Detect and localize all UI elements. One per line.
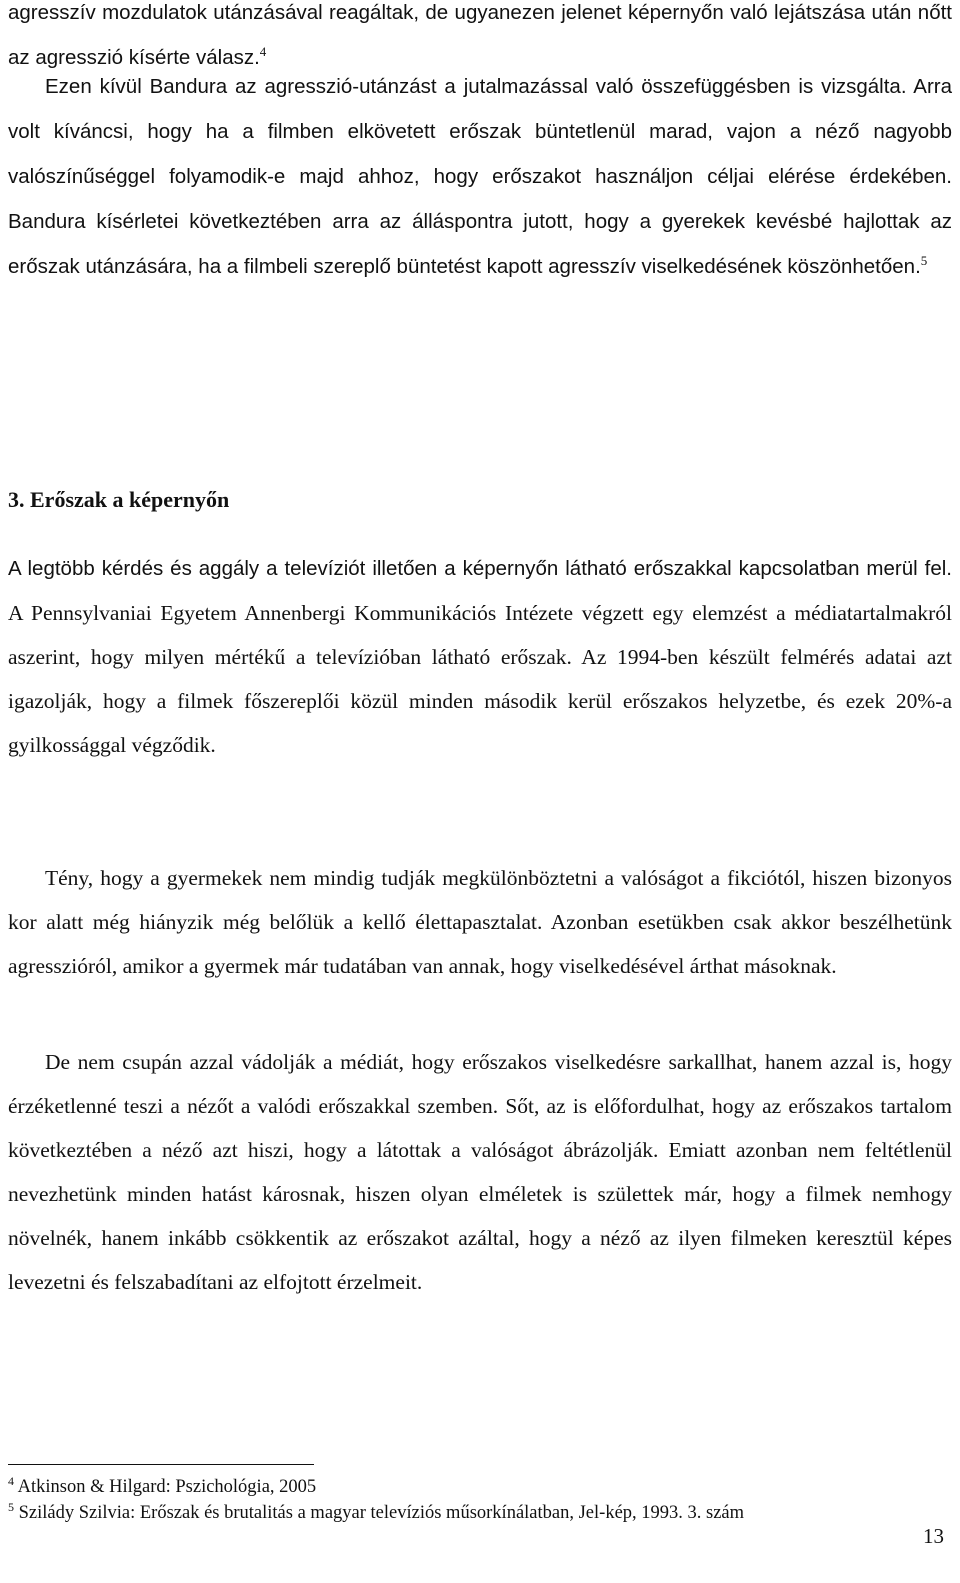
- section-heading: 3. Erőszak a képernyőn: [8, 487, 230, 512]
- paragraph-4: Tény, hogy a gyermekek nem mindig tudják megkülönböztetni a valóságot a fikciótól, hiszen bizonyos kor alatt még hiányzik még belőlük a kellő élettapasztalat. Azonban esetükben csak akkor beszélhetünk agresszióról, amikor a gyermek már tudatában van annak, hogy viselkedésével árthat másoknak.: [8, 866, 952, 978]
- paragraph-5: De nem csupán azzal vádolják a médiát, hogy erőszakos viselkedésre sarkallhat, hanem azzal is, hogy érzéketlenné teszi a nézőt a valódi erőszakkal szemben. Sőt, az is előfordulhat, hogy az erőszakos tartalom következtében a néző azt hiszi, hogy a látottak a valóságot ábrázolják. Emiatt azonban nem feltétlenül nevezhetünk minden hatást károsnak, hiszen olyan elméletek is születtek már, hogy a filmek nemhogy növelnék, hanem inkább csökkentik az erőszakot azáltal, hogy a néző az ilyen filmeken keresztül képes levezetni és felszabadítani az elfojtott érzelmeit.: [8, 1050, 952, 1294]
- paragraph-3-text-c: Az 1994-ben készült felmérés adatai azt igazolják, hogy a filmek főszereplői közül minden második kerül erőszakos helyzetbe, és ezek 20%-a gyilkossággal végződik.: [8, 645, 952, 757]
- paragraph-2-text-a: Ezen kívül Bandura az agresszió-utánzást a jutalmazással való összefüggésben is vizsgálta.: [45, 75, 907, 98]
- document-page: [8, 0, 952, 1583]
- footnotes: [8, 1474, 952, 1526]
- paragraph-2-text-b: Arra volt kíváncsi, hogy ha a filmben elkövetett erőszak büntetlenül marad, vajon a néző nagyobb valószínűséggel folyamodik-e majd ahhoz, hogy erőszakot használjon céljai elérése érdekében. Bandura kísérletei következtében arra az álláspontra jutott, hogy a gyerekek kevésbé hajlottak az erőszak utánzására, ha a filmbeli szereplő büntetést kapott agresszív viselkedésének köszönhetően.: [8, 75, 952, 278]
- footnote-ref-4: 4: [259, 43, 267, 59]
- footnote-separator: [8, 1464, 314, 1465]
- footnote-number: 5: [8, 1499, 14, 1514]
- paragraph-3-text-a: A legtöbb kérdés és aggály a televíziót illetően a képernyőn látható erőszakkal kapcsolatban merül fel.: [8, 557, 952, 580]
- paragraph-2: [8, 64, 952, 289]
- paragraph-3: [8, 546, 952, 767]
- footnote-number: 4: [8, 1473, 14, 1488]
- page-number: 13: [923, 1524, 944, 1548]
- footnote-5: [8, 1500, 952, 1526]
- footnote-text: Szilády Szilvia: Erőszak és brutalitás a magyar televíziós műsorkínálatban, Jel-kép, 1993. 3. szám: [18, 1503, 745, 1523]
- footnote-ref-5: 5: [920, 252, 928, 268]
- paragraph-3-text-b: A Pennsylvaniai Egyetem Annenbergi Kommunikációs Intézete végzett egy elemzést a médiatartalmakról aszerint, hogy milyen mértékű a televízióban látható erőszak.: [8, 601, 952, 669]
- footnote-text: Atkinson & Hilgard: Pszichológia, 2005: [17, 1477, 317, 1497]
- footnote-4: [8, 1474, 952, 1500]
- paragraph-1-text: agresszív mozdulatok utánzásával reagáltak, de ugyanezen jelenet képernyőn való lejátszása után nőtt az agresszió kísérte válasz.: [8, 1, 952, 69]
